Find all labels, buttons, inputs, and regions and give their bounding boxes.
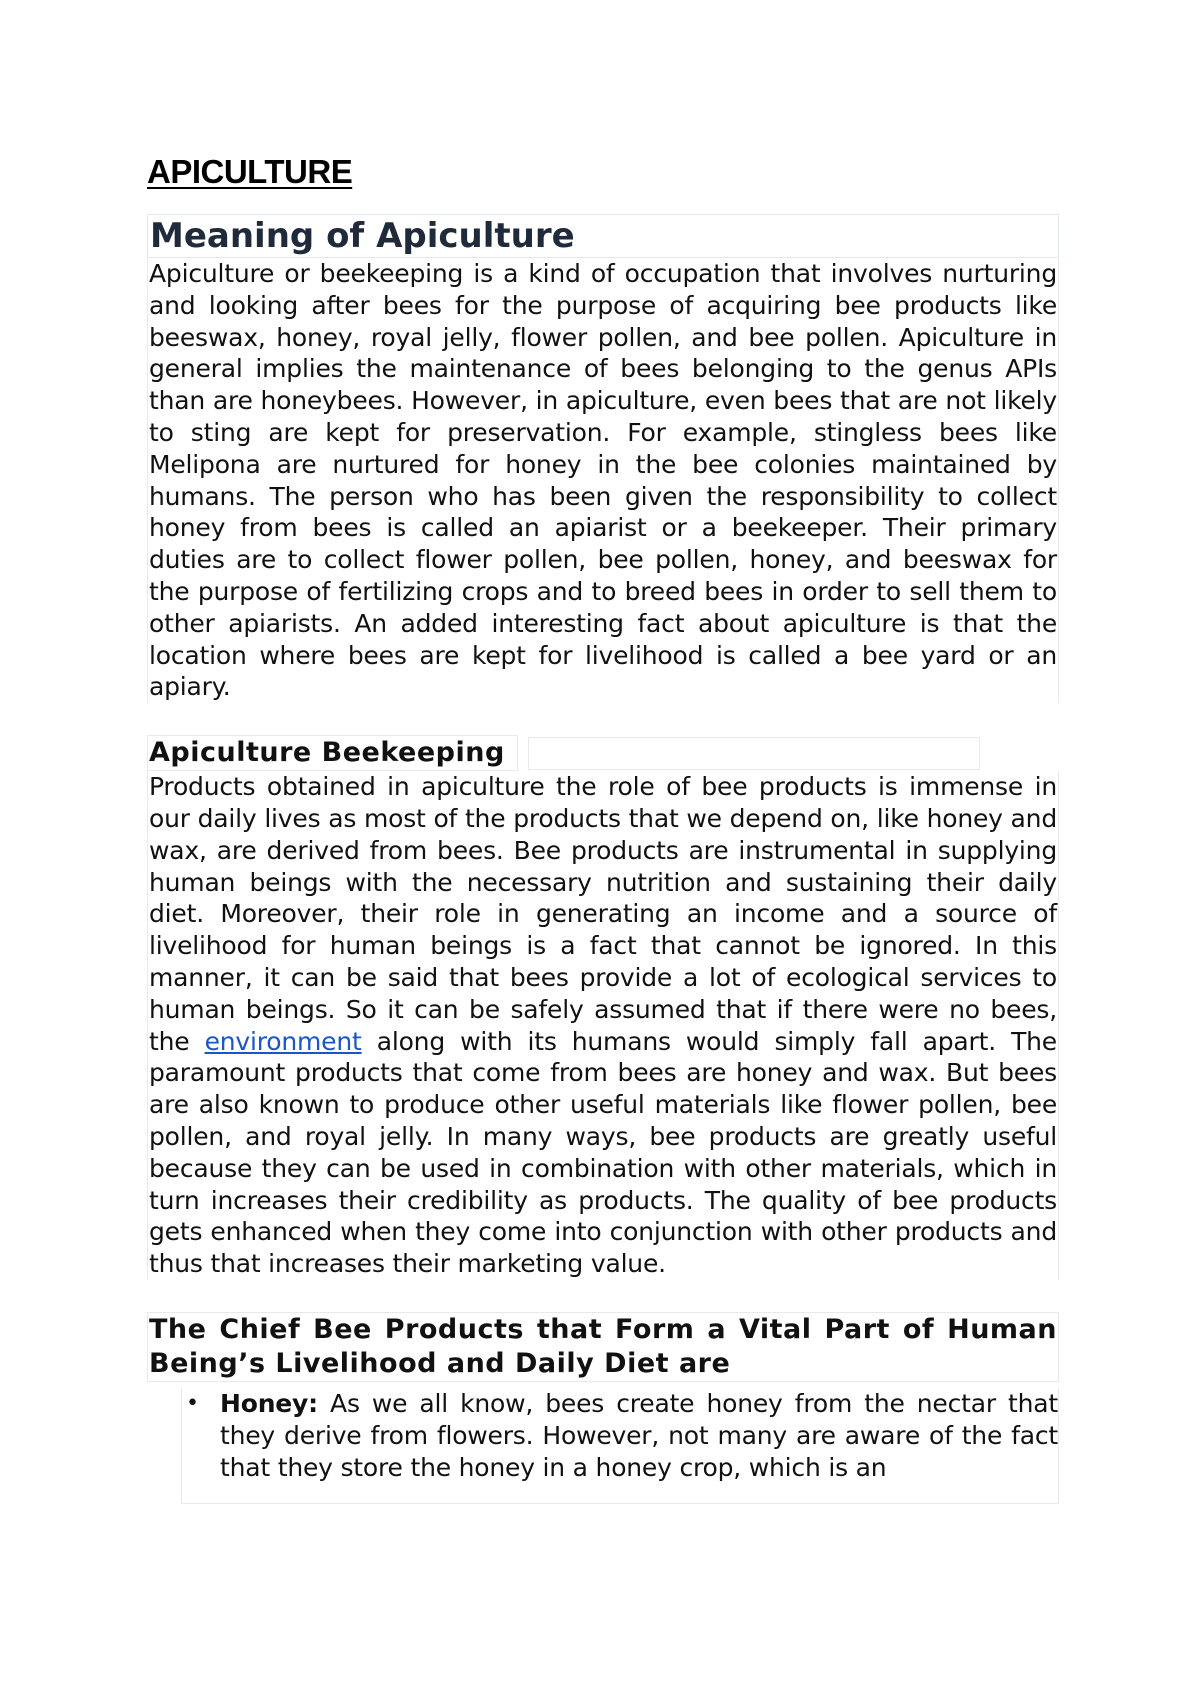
empty-text-frame bbox=[528, 737, 980, 770]
paragraph-gap bbox=[147, 1280, 1059, 1312]
paragraph-gap bbox=[147, 703, 1059, 735]
paragraph-meaning: Apiculture or beekeeping is a kind of occupation that involves nurturing and looking after bees for the purpose of acquiring bee products like beeswax, honey, royal jelly, flower pollen, and bee pollen. Apiculture in general implies the maintenance of bees belonging to the genus APIs than are honeybees. However, in apiculture, even bees that are not likely to sting are kept for preservation. For example, stingless bees like Melipona are nurtured for honey in the bee colonies maintained by humans. The person who has been given the responsibility to collect honey from bees is called an apiarist or a beekeeper. Their primary duties are to collect flower pollen, bee pollen, honey, and beeswax for the purpose of fertilizing crops and to breed bees in order to sell them to other apiarists. An added interesting fact about apiculture is that the location where bees are kept for livelihood is called a bee yard or an apiary. bbox=[149, 259, 1057, 702]
paragraph-text-after-link: along with its humans would simply fall apart. The paramount products that come from bees are honey and wax. But bees are also known to produce other useful materials like flower pollen, bee pollen, and royal jelly. In many ways, bee products are greatly useful because they can be used in combination with other materials, which in turn increases their credibility as products. The quality of bee products gets enhanced when they come into conjunction with other products and thus that increases their marketing value. bbox=[149, 1026, 1057, 1279]
list-item-text: As we all know, bees create honey from the nectar that they derive from flowers. However, not many are aware of the fact that they store the honey in a honey crop, which is an bbox=[220, 1388, 1058, 1482]
bullet-icon: • bbox=[186, 1390, 199, 1416]
bee-products-list bbox=[181, 1388, 1059, 1504]
section-heading-beekeeping: Apiculture Beekeeping bbox=[147, 735, 518, 771]
list-item bbox=[182, 1388, 1058, 1483]
document-body bbox=[147, 214, 1059, 1504]
list-item-label: Honey: bbox=[220, 1388, 318, 1418]
paragraph-beekeeping bbox=[147, 771, 1059, 1280]
paragraph-text-before-link: Products obtained in apiculture the role of bee products is immense in our daily lives as most of the products that we depend on, like honey and wax, are derived from bees. Bee products are instrumental in supplying human beings with the necessary nutrition and sustaining their daily diet. Moreover, their role in generating an income and a source of livelihood for human beings is a fact that cannot be ignored. In this manner, it can be said that bees provide a lot of ecological services to human beings. So it can be safely assumed that if there were no bees, the bbox=[149, 772, 1057, 1056]
section-heading-chief-products: The Chief Bee Products that Form a Vital Part of Human Being’s Livelihood and Daily Diet are bbox=[147, 1312, 1059, 1382]
environment-link[interactable]: environment bbox=[204, 1026, 362, 1056]
document-title: APICULTURE bbox=[147, 153, 353, 190]
subheading-row bbox=[147, 735, 1059, 771]
section-heading-meaning: Meaning of Apiculture bbox=[147, 214, 1059, 258]
